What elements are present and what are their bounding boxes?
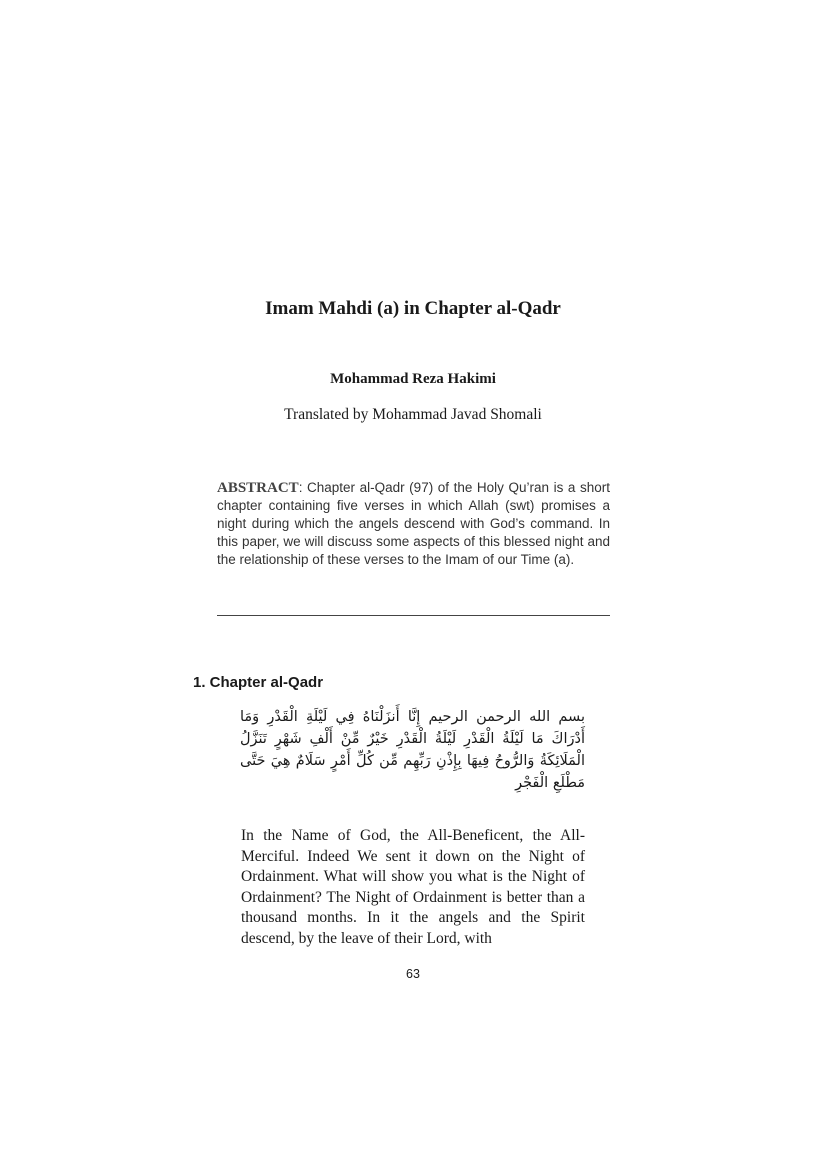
abstract <box>217 479 610 569</box>
divider-line <box>217 615 610 616</box>
arabic-verse: بسم الله الرحمن الرحيم إِنَّا أَنزَلْنَاهُ فِي لَيْلَةِ الْقَدْرِ وَمَا أَدْرَاكَ مَا لَيْلَةُ الْقَدْرِ لَيْلَةُ الْقَدْرِ خَيْرٌ مِّنْ أَلْفِ شَهْرٍ تَنَزَّلُ الْمَلَائِكَةُ وَالرُّوحُ فِيهَا بِإِذْنِ رَبِّهِم مِّن كُلِّ أَمْرٍ سَلَامٌ هِيَ حَتَّى مَطْلَعِ الْفَجْرِ <box>240 709 585 791</box>
section-heading: 1. Chapter al-Qadr <box>193 674 324 691</box>
abstract-label: ABSTRACT <box>217 480 299 496</box>
translator-credit: Translated by Mohammad Javad Shomali <box>284 406 542 423</box>
verse-translation: In the Name of God, the All-Beneficent, the All-Merciful. Indeed We sent it down on the Night of Ordainment. What will show you what is the Night of Ordainment? The Night of Ordainment is better than a thousand months. In it the angels and the Spirit descend, by the leave of their Lord, with <box>241 827 585 947</box>
page-number: 63 <box>406 967 420 981</box>
paper-title: Imam Mahdi (a) in Chapter al-Qadr <box>265 298 561 319</box>
author-name: Mohammad Reza Hakimi <box>330 371 496 387</box>
abstract-text: : Chapter al-Qadr (97) of the Holy Qu’ran is a short chapter containing five verses in which Allah (swt) promises a night during which the angels descend with God’s command. In this paper, we will discuss some aspects of this blessed night and the relationship of these verses to the Imam of our Time (a). <box>217 480 610 567</box>
